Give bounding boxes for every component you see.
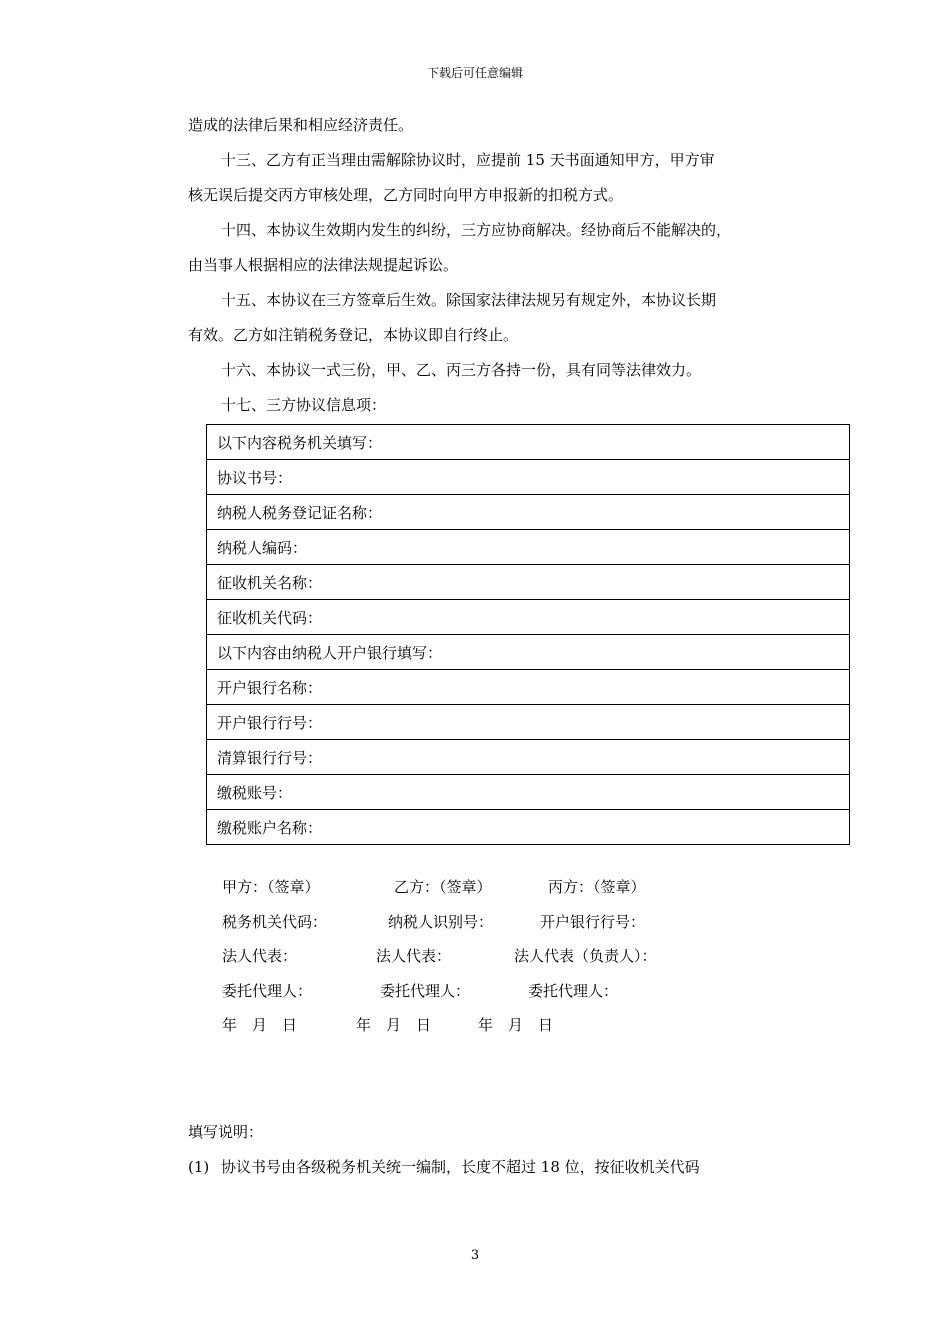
- page-number: 3: [470, 1248, 480, 1263]
- note-number: (1): [188, 1158, 210, 1176]
- table-cell: 缴税账号：: [207, 775, 850, 810]
- table-row: [207, 670, 850, 705]
- table-row: [207, 635, 850, 670]
- table-row: [207, 705, 850, 740]
- clause-14-line2: 由当事人根据相应的法律法规提起诉讼。: [188, 256, 459, 274]
- table-cell: 纳税人编码：: [207, 530, 850, 565]
- legal-rep-c: 法人代表（负责人）：: [514, 947, 657, 965]
- page-header: 下载后可任意编辑: [426, 66, 523, 80]
- table-cell: 开户银行行号：: [207, 705, 850, 740]
- fill-instructions: [188, 1115, 700, 1185]
- clause-15-line1: 十五、本协议在三方签章后生效。除国家法律法规另有规定外，本协议长期: [221, 291, 717, 309]
- party-a-seal: 甲方：（签章）: [222, 878, 320, 896]
- agent-b: 委托代理人：: [380, 981, 471, 1000]
- table-cell: 开户银行名称：: [207, 670, 850, 705]
- date-c: 年 月 日: [478, 1016, 554, 1034]
- party-b-seal: 乙方：（签章）: [394, 878, 492, 896]
- date-a: 年 月 日: [222, 1016, 298, 1034]
- taxpayer-id: 纳税人识别号：: [388, 912, 494, 931]
- clause-13-line1: 十三、乙方有正当理由需解除协议时，应提前 15 天书面通知甲方，甲方审: [221, 151, 715, 169]
- text-line: 造成的法律后果和相应经济责任。: [188, 116, 414, 134]
- clause-14-line1: 十四、本协议生效期内发生的纠纷，三方应协商解决。经协商后不能解决的，: [221, 221, 732, 239]
- table-row: [207, 600, 850, 635]
- table-row: [207, 775, 850, 810]
- table-row: [207, 740, 850, 775]
- tax-authority-code: 税务机关代码：: [222, 912, 328, 931]
- clause-16: 十六、本协议一式三份，甲、乙、丙三方各持一份，具有同等法律效力。: [221, 361, 702, 379]
- table-row: [207, 810, 850, 845]
- legal-rep-a: 法人代表：: [222, 947, 298, 965]
- note-item: [188, 1150, 700, 1185]
- table-cell: 纳税人税务登记证名称：: [207, 495, 850, 530]
- party-c-seal: 丙方：（签章）: [548, 878, 646, 896]
- clause-15-line2: 有效。乙方如注销税务登记，本协议即自行终止。: [188, 326, 519, 344]
- table-row: [207, 495, 850, 530]
- table-cell: 征收机关代码：: [207, 600, 850, 635]
- table-cell: 以下内容税务机关填写：: [207, 425, 850, 460]
- date-b: 年 月 日: [356, 1016, 432, 1034]
- table-cell: 协议书号：: [207, 460, 850, 495]
- legal-rep-b: 法人代表：: [376, 947, 452, 965]
- note-text: 协议书号由各级税务机关统一编制，长度不超过 18 位，按征收机关代码: [221, 1158, 700, 1176]
- table-row: [207, 530, 850, 565]
- clause-17: 十七、三方协议信息项：: [221, 396, 387, 414]
- agent-a: 委托代理人：: [222, 981, 313, 1000]
- table-cell: 以下内容由纳税人开户银行填写：: [207, 635, 850, 670]
- table-cell: 征收机关名称：: [207, 565, 850, 600]
- agent-c: 委托代理人：: [528, 981, 619, 1000]
- agreement-info-table: [206, 424, 850, 845]
- body-text: [188, 108, 788, 423]
- table-row: [207, 425, 850, 460]
- table-cell: 清算银行行号：: [207, 740, 850, 775]
- table-cell: 缴税账户名称：: [207, 810, 850, 845]
- notes-title: 填写说明：: [188, 1123, 264, 1141]
- table-row: [207, 565, 850, 600]
- clause-13-line2: 核无误后提交丙方审核处理，乙方同时向甲方申报新的扣税方式。: [188, 186, 624, 204]
- table-row: [207, 460, 850, 495]
- bank-code: 开户银行行号：: [540, 912, 646, 931]
